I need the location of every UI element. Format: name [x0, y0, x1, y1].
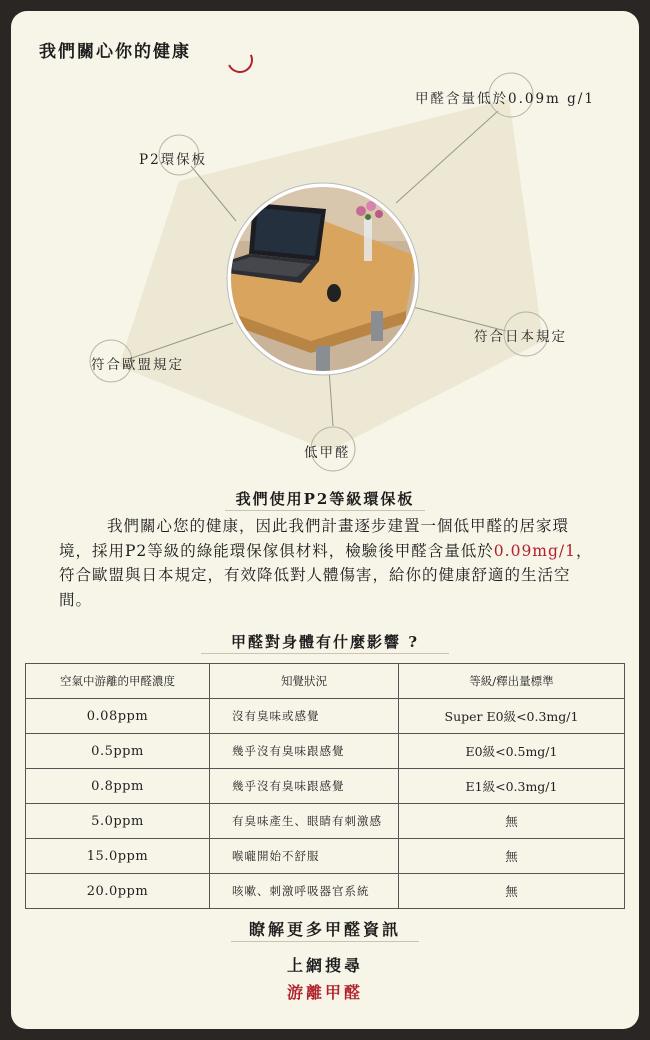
intro-text-part2: ，符合歐盟與日本規定，有效降低對人體傷害，給你的健康舒適的生活空間。 [59, 541, 593, 609]
cell-perception: 沒有臭味或感覺 [210, 699, 399, 734]
cell-perception: 有臭味產生、眼睛有刺激感 [210, 804, 399, 839]
cell-grade: Super E0級<0.3mg/1 [399, 699, 625, 734]
feature-diagram [11, 11, 639, 481]
table-row [26, 839, 625, 874]
effects-heading: 甲醛對身體有什麼影響 ? [230, 633, 419, 651]
label-p2-board: P2環保板 [139, 152, 208, 168]
cell-perception: 幾乎沒有臭味跟感覺 [210, 769, 399, 804]
cell-grade: E0級<0.5mg/1 [399, 734, 625, 769]
column-header: 知覺狀況 [210, 664, 399, 699]
label-low-formaldehyde: 低甲醛 [304, 445, 351, 461]
table-header-row [26, 664, 625, 699]
intro-heading: 我們使用P2等級環保板 [235, 490, 415, 508]
page-title: 我們關心你的健康 [39, 42, 191, 62]
table-row [26, 699, 625, 734]
column-header: 等級/釋出量標準 [399, 664, 625, 699]
cell-grade: E1級<0.3mg/1 [399, 769, 625, 804]
formaldehyde-effects-table [25, 663, 625, 909]
intro-paragraph [59, 514, 599, 612]
intro-heading-underline [225, 510, 425, 511]
intro-highlight-value: 0.09mg/1 [493, 541, 577, 560]
table-row [26, 769, 625, 804]
cell-concentration: 5.0ppm [26, 804, 210, 839]
table-row [26, 734, 625, 769]
label-formaldehyde-content: 甲醛含量低於0.09m g/1 [415, 91, 595, 107]
footer-search-keyword[interactable]: 游離甲醛 [286, 983, 363, 1002]
intro-text-part1: 我們關心您的健康，因此我們計畫逐步建置一個低甲醛的居家環境，採用P2等級的綠能環保傢俱材料，檢驗後甲醛含量低於 [59, 517, 570, 560]
table-row [26, 804, 625, 839]
label-japan-standard: 符合日本規定 [474, 329, 567, 345]
cell-grade: 無 [399, 804, 625, 839]
cell-grade: 無 [399, 874, 625, 909]
footer-underline [231, 941, 419, 942]
cell-concentration: 0.8ppm [26, 769, 210, 804]
footer-search-online: 上網搜尋 [286, 956, 363, 975]
effects-heading-underline [201, 653, 449, 654]
cell-perception: 幾乎沒有臭味跟感覺 [210, 734, 399, 769]
cell-grade: 無 [399, 839, 625, 874]
cell-concentration: 0.08ppm [26, 699, 210, 734]
label-eu-standard: 符合歐盟規定 [91, 357, 184, 373]
cell-perception: 喉嚨開始不舒服 [210, 839, 399, 874]
footer-learn-more: 瞭解更多甲醛資訊 [248, 920, 401, 939]
column-header: 空氣中游離的甲醛濃度 [26, 664, 210, 699]
content-card [11, 11, 639, 1029]
cell-concentration: 15.0ppm [26, 839, 210, 874]
cell-concentration: 0.5ppm [26, 734, 210, 769]
cell-concentration: 20.0ppm [26, 874, 210, 909]
cell-perception: 咳嗽、刺激呼吸器官系統 [210, 874, 399, 909]
table-row [26, 874, 625, 909]
